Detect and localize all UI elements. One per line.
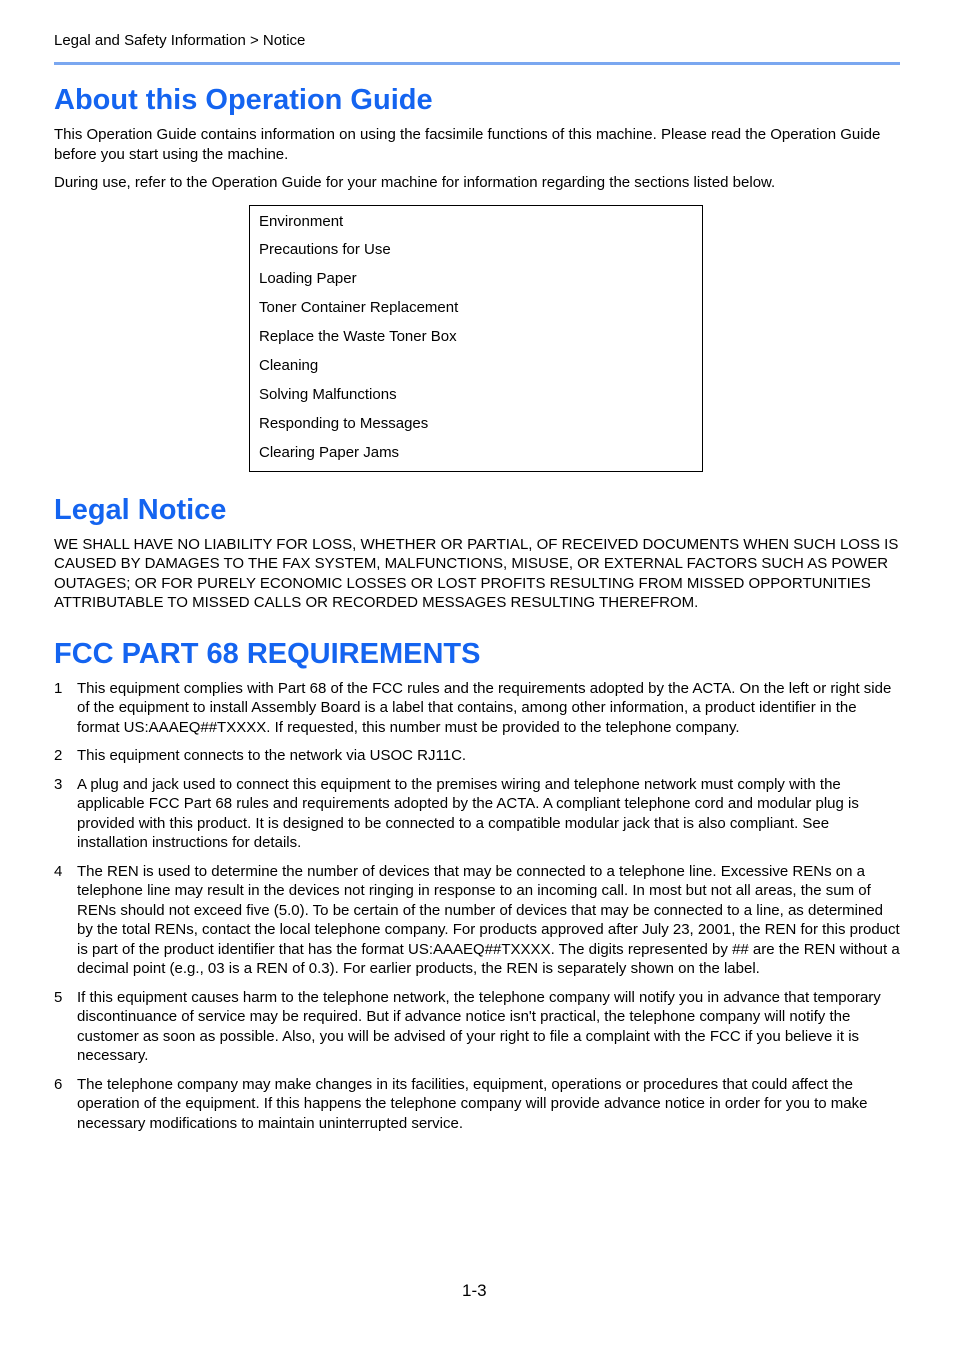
list-item-text: This equipment complies with Part 68 of the FCC rules and the requirements adopted by the ACTA. On the left or right side of the equipment to install Assembly Board is a label that contains, among other information, a product identifier in the format US:AAAEQ##TXXXX. If requested, this number must be provided to the telephone company. — [77, 679, 892, 736]
section-item: Loading Paper — [259, 270, 357, 288]
list-item — [54, 1075, 900, 1134]
list-item-number: 1 — [54, 679, 63, 697]
list-item — [54, 988, 900, 1066]
legal-notice-title: Legal Notice — [54, 493, 227, 526]
fcc-requirements-title: FCC PART 68 REQUIREMENTS — [54, 637, 481, 670]
fcc-requirements-list — [54, 679, 900, 1134]
about-guide-title: About this Operation Guide — [54, 84, 433, 116]
page-content — [54, 83, 900, 1142]
section-item: Environment — [259, 212, 344, 230]
legal-notice-text: WE SHALL HAVE NO LIABILITY FOR LOSS, WHETHER OR PARTIAL, OF RECEIVED DOCUMENTS WHEN SUCH LOSS IS CAUSED BY DAMAGES TO THE FAX SYSTEM, MALFUNCTIONS, MISUSE, OR EXTERNAL FACTORS SUCH AS POWER OUTAGES; OR FOR PURELY ECONOMIC LOSSES OR LOST PROFITS RESULTING FROM MISSED OPPORTUNITIES ATTRIBUTABLE TO MISSED CALLS OR RECORDED MESSAGES RESULTING THEREFROM. — [54, 535, 899, 611]
list-item-text: A plug and jack used to connect this equipment to the premises wiring and telephone network must comply with the applicable FCC Part 68 rules and requirements adopted by the ACTA. A compliant telephone cord and modular plug is provided with this product. It is designed to be connected to a compatible modular jack that is also compliant. See installation instructions for details. — [77, 775, 859, 851]
related-sections-box — [249, 205, 703, 472]
list-item-number: 5 — [54, 988, 63, 1006]
about-paragraph-2: During use, refer to the Operation Guide for your machine for information regarding the sections listed below. — [54, 174, 776, 191]
section-item: Cleaning — [259, 357, 319, 375]
about-paragraph-1: This Operation Guide contains information on using the facsimile functions of this machine. Please read the Operation Guide before you start using the machine. — [54, 126, 881, 163]
list-item-text: The REN is used to determine the number of devices that may be connected to a telephone line. Excessive RENs on a telephone line may result in the devices not ringing in response to an incoming call. In most but not all areas, the sum of RENs should not exceed five (5.0). To be certain of the number of devices that may be connected to a line, as determined by the total RENs, contact the local telephone company. For products approved after July 23, 2001, the REN for this product is part of the product identifier that has the format US:AAAEQ##TXXXX. The digits represented by ## are the REN without a decimal point (e.g., 03 is a REN of 0.3). For earlier products, the REN is separately shown on the label. — [77, 862, 900, 977]
list-item — [54, 746, 900, 766]
page-number: 1-3 — [462, 1281, 487, 1300]
list-item-number: 6 — [54, 1075, 63, 1093]
section-item: Clearing Paper Jams — [259, 443, 400, 461]
breadcrumb: Legal and Safety Information > Notice — [54, 32, 306, 49]
section-item: Replace the Waste Toner Box — [259, 328, 457, 346]
list-item-text: If this equipment causes harm to the telephone network, the telephone company will notify you in advance that temporary discontinuance of service may be required. But if advance notice isn't practical, the telephone company will notify the customer as soon as possible. Also, you will be advised of your right to file a complaint with the FCC if you believe it is necessary. — [77, 988, 881, 1064]
list-item-number: 4 — [54, 862, 63, 880]
list-item-text: The telephone company may make changes in its facilities, equipment, operations or procedures that could affect the operation of the equipment. If this happens the telephone company will provide advance notice in order for you to make necessary modifications to maintain uninterrupted service. — [77, 1075, 868, 1132]
section-item: Toner Container Replacement — [259, 299, 459, 317]
section-item: Responding to Messages — [259, 414, 429, 432]
list-item — [54, 679, 900, 738]
list-item — [54, 862, 900, 979]
list-item-number: 2 — [54, 747, 63, 764]
list-item — [54, 775, 900, 853]
list-item-number: 3 — [54, 775, 63, 793]
section-item: Precautions for Use — [259, 241, 391, 259]
section-item: Solving Malfunctions — [259, 385, 397, 403]
list-item-text: This equipment connects to the network via USOC RJ11C. — [77, 747, 467, 764]
header-divider — [54, 62, 900, 65]
